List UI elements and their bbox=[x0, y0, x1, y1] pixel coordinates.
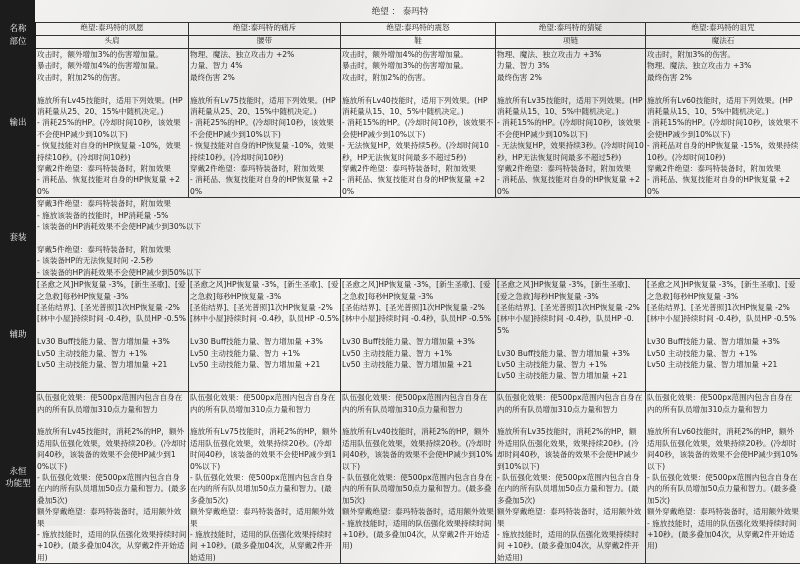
support-cell: [圣愈之风]HP恢复量 -3%，[新生圣歌]、[爱之急救]每秒HP恢复量 -3% [圣佑结界]、[圣光普照]1次HP恢复量 -2% [林中小屋]持续时间 -0.4秒，队员HP -0.5% Lv30 Buff技能力量、智力增加量 +3% Lv50 主动技能力量、智力 +1% Lv50 主动技能力量、智力增加量 +21 bbox=[646, 279, 800, 392]
name-row bbox=[1, 23, 800, 36]
set-bonus-cell: 穿戴3件绝望：泰玛特装备时，附加效果 - 施放该装备的技能时，HP消耗量 -5% - 该装备的HP消耗效果不会使HP减少到30%以下 穿戴5件绝望：泰玛特装备时，附加效果 - 该装备HP的无法恢复时间 -2.5秒 - 该装备的HP消耗效果不会使HP减少到50%以下 bbox=[36, 198, 800, 279]
eternal-row bbox=[1, 392, 800, 564]
item-name: 绝望:泰玛特的夙愿 bbox=[36, 23, 189, 36]
title-bar bbox=[0, 0, 800, 22]
eternal-cell: 队伍强化效果：使500px范围内包含自身在内的所有队员增加310点力量和智力 施放所有Lv45技能时，消耗2%的HP，额外适用队伍强化效果，效果持续20秒。(冷却时间40秒，该装备的效果不会使HP减少到10%以下) - 队伍强化效果：使500px范围内包含自身在内的所有队员增加50点力量和智力。(最多叠加5次) 额外穿戴绝望：泰玛特装备时，适用额外效果 - 施放技能时，适用的队伍强化效果持续时间 +10秒。(最多叠加04次，从穿戴2件开始适用) bbox=[36, 392, 189, 564]
item-part: 项链 bbox=[496, 36, 646, 49]
row-label-eternal: 永恒 功能型 bbox=[1, 392, 36, 564]
eternal-cell: 队伍强化效果：使500px范围内包含自身在内的所有队员增加310点力量和智力 施放所有Lv75技能时，消耗2%的HP，额外适用队伍强化效果，效果持续20秒。(冷却时间40秒，该装备的效果不会使HP减少到10%以下) - 队伍强化效果：使500px范围内包含自身在内的所有队员增加50点力量和智力。(最多叠加5次) 额外穿戴绝望：泰玛特装备时，适用额外效果 - 施放技能时，适用的队伍强化效果持续时间 +10秒。(最多叠加04次，从穿戴2件开始适用) bbox=[189, 392, 341, 564]
output-cell: 攻击时，附加3%的伤害。 物理、魔法、独立攻击力 +3% 最终伤害 2% 施放所有Lv60技能时，适用下列效果。(HP消耗量从15、10、5%中随机决定。) - 消耗15%的HP。(冷却时间10秒，该效果不会使HP减少到10%以下) - 消耗品对自身的HP恢复量 -15%，效果持续10秒。(冷却时间10秒) 穿戴2件绝望：泰玛特装备时，附加效果 - 消耗品、恢复技能对自身的HP恢复量 +20% bbox=[646, 49, 800, 198]
support-cell: [圣愈之风]HP恢复量 -3%，[新生圣歌]、[爱之急救]每秒HP恢复量 -3% [圣佑结界]、[圣光普照]1次HP恢复量 -2% [林中小屋]持续时间 -0.4秒，队员HP -0.5% Lv30 Buff技能力量、智力增加量 +3% Lv50 主动技能力量、智力 +1% Lv50 主动技能力量、智力增加量 +21 bbox=[341, 279, 496, 392]
output-row bbox=[1, 49, 800, 198]
row-label-name: 名称 bbox=[1, 23, 36, 36]
item-name: 绝望:泰玛特的诅咒 bbox=[646, 23, 800, 36]
support-row bbox=[1, 279, 800, 392]
item-name: 绝望:泰玛特的痛斥 bbox=[189, 23, 341, 36]
output-cell: 攻击时，额外增加3%的伤害增加量。 暴击时，额外增加4%的伤害增加量。 攻击时，附加2%的伤害。 施放所有Lv45技能时，适用下列效果。(HP消耗量从25、20、15%中随机决定。) - 消耗25%的HP。(冷却时间10秒，该效果不会使HP减少到10%以下) - 恢复技能对自身的HP恢复量 -10%，效果持续10秒。(冷却时间10秒) 穿戴2件绝望：泰玛特装备时，附加效果 - 消耗品、恢复技能对自身的HP恢复量 +20% bbox=[36, 49, 189, 198]
eternal-cell: 队伍强化效果：使500px范围内包含自身在内的所有队员增加310点力量和智力 施放所有Lv35技能时，消耗2%的HP，额外适用队伍强化效果，效果持续20秒。(冷却时间40秒，该装备的效果不会使HP减少到10%以下) - 队伍强化效果：使500px范围内包含自身在内的所有队员增加50点力量和智力。(最多叠加5次) 额外穿戴绝望：泰玛特装备时，适用额外效果 - 施放技能时，适用的队伍强化效果持续时间 +10秒。(最多叠加04次，从穿戴2件开始适用) bbox=[496, 392, 646, 564]
equipment-table bbox=[0, 22, 800, 564]
eternal-cell: 队伍强化效果：使500px范围内包含自身在内的所有队员增加310点力量和智力 施放所有Lv60技能时，消耗2%的HP，额外适用队伍强化效果，效果持续20秒。(冷却时间40秒，该装备的效果不会使HP减少到10%以下) - 队伍强化效果：使500px范围内包含自身在内的所有队员增加50点力量和智力。(最多叠加5次) 额外穿戴绝望：泰玛特装备时，适用额外效果 - 施放技能时，适用的队伍强化效果持续时间 +10秒。(最多叠加04次，从穿戴2件开始适用) bbox=[646, 392, 800, 564]
output-cell: 物理、魔法、独立攻击力 +3% 力量、智力 3% 最终伤害 2% 施放所有Lv35技能时，适用下列效果。(HP消耗量从15、10、5%中随机决定。) - 消耗15%的HP。(冷却时间10秒，该效果不会使HP减少到10%以下) - 无法恢复HP，效果持续3秒。(冷却时间10秒，HP无法恢复时间最多不超过5秒) 穿戴2件绝望：泰玛特装备时，附加效果 - 消耗品、恢复技能对自身的HP恢复量 +20% bbox=[496, 49, 646, 198]
item-part: 头肩 bbox=[36, 36, 189, 49]
row-label-part: 部位 bbox=[1, 36, 36, 49]
output-cell: 攻击时，额外增加4%的伤害增加量。 暴击时，额外增加3%的伤害增加量。 攻击时，附加2%的伤害。 施放所有Lv40技能时，适用下列效果。(HP消耗量从15、10、5%中随机决定。) - 消耗15%的HP。(冷却时间10秒，该效果不会使HP减少到10%以下) - 无法恢复HP，效果持续5秒。(冷却时间10秒，HP无法恢复时间最多不超过5秒) 穿戴2件绝望：泰玛特装备时，附加效果 - 消耗品、恢复技能对自身的HP恢复量 +20% bbox=[341, 49, 496, 198]
item-part: 腰带 bbox=[189, 36, 341, 49]
item-name: 绝望:泰玛特的震怒 bbox=[341, 23, 496, 36]
page-title: 绝望 ： 泰玛特 bbox=[0, 5, 800, 17]
set-row bbox=[1, 198, 800, 279]
eternal-cell: 队伍强化效果：使500px范围内包含自身在内的所有队员增加310点力量和智力 施放所有Lv40技能时，消耗2%的HP，额外适用队伍强化效果，效果持续20秒。(冷却时间40秒，该装备的效果不会使HP减少到10%以下) - 队伍强化效果：使500px范围内包含自身在内的所有队员增加50点力量和智力。(最多叠加5次) 额外穿戴绝望：泰玛特装备时，适用额外效果 - 施放技能时，适用的队伍强化效果持续时间 +10秒。(最多叠加04次，从穿戴2件开始适用) bbox=[341, 392, 496, 564]
item-name: 绝望:泰玛特的猜疑 bbox=[496, 23, 646, 36]
item-part: 魔法石 bbox=[646, 36, 800, 49]
row-label-output: 输出 bbox=[1, 49, 36, 198]
support-cell: [圣愈之风]HP恢复量 -3%，[新生圣歌]、[爱之急救]每秒HP恢复量 -3% [圣佑结界]、[圣光普照]1次HP恢复量 -2% [林中小屋]持续时间 -0.4秒，队员HP -0.5% Lv30 Buff技能力量、智力增加量 +3% Lv50 主动技能力量、智力 +1% Lv50 主动技能力量、智力增加量 +21 bbox=[189, 279, 341, 392]
support-cell: [圣愈之风]HP恢复量 -3%，[新生圣歌]、[爱之急救]每秒HP恢复量 -3% [圣佑结界]、[圣光普照]1次HP恢复量 -2% [林中小屋]持续时间 -0.4秒，队员HP -0.5% Lv30 Buff技能力量、智力增加量 +3% Lv50 主动技能力量、智力 +1% Lv50 主动技能力量、智力增加量 +21 bbox=[496, 279, 646, 392]
part-row bbox=[1, 36, 800, 49]
row-label-support: 辅助 bbox=[1, 279, 36, 392]
item-part: 鞋 bbox=[341, 36, 496, 49]
row-label-set: 套装 bbox=[1, 198, 36, 279]
support-cell: [圣愈之风]HP恢复量 -3%，[新生圣歌]、[爱之急救]每秒HP恢复量 -3% [圣佑结界]、[圣光普照]1次HP恢复量 -2% [林中小屋]持续时间 -0.4秒，队员HP -0.5% Lv30 Buff技能力量、智力增加量 +3% Lv50 主动技能力量、智力 +1% Lv50 主动技能力量、智力增加量 +21 bbox=[36, 279, 189, 392]
output-cell: 物理、魔法、独立攻击力 +2% 力量、智力 4% 最终伤害 2% 施放所有Lv75技能时，适用下列效果。(HP消耗量从25、20、15%中随机决定。) - 消耗25%的HP。(冷却时间10秒，该效果不会使HP减少到10%以下) - 恢复技能对自身的HP恢复量 -10%，效果持续10秒。(冷却时间10秒) 穿戴2件绝望：泰玛特装备时，附加效果 - 消耗品、恢复技能对自身的HP恢复量 +20% bbox=[189, 49, 341, 198]
